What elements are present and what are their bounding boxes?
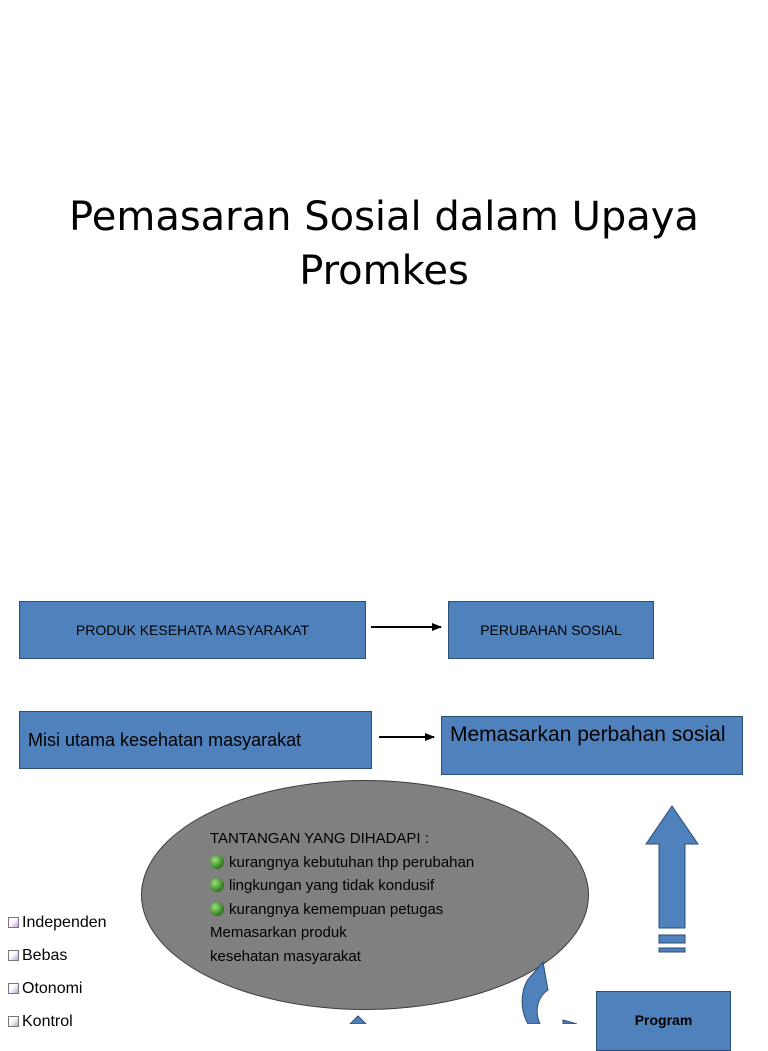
block-up-arrow [646,806,698,952]
box-produk-label: PRODUK KESEHATA MASYARAKAT [75,622,310,638]
box-misi-label: Misi utama kesehatan masyarakat [28,729,302,750]
challenge-bullet-item: kurangnya kebutuhan thp perubahan [210,851,474,875]
side-list-item: Kontrol [8,1005,107,1038]
title-line-1: Pemasaran Sosial dalam Upaya [69,194,699,240]
side-list-item: Bebas [8,939,107,972]
arrow-tip-to-program [563,1020,577,1024]
challenge-heading: TANTANGAN YANG DIHADAPI : [210,830,429,847]
challenge-footer-line: Memasarkan produk [210,924,347,941]
challenge-bullet-item: kurangnya kemempuan petugas [210,898,474,922]
box-memasarkan-label: Memasarkan perbahan sosial [450,723,726,746]
curved-arrow-to-program [522,962,548,1024]
title-line-2: Promkes [299,248,469,294]
side-list-item: Independen [8,906,107,939]
box-program-label: Program [634,1012,693,1028]
curved-arrow-tail [350,1016,366,1024]
box-perubahan-label: PERUBAHAN SOSIAL [480,622,622,638]
challenge-footer-line: kesehatan masyarakat [210,947,361,965]
side-list-item: Otonomi [8,972,107,1005]
challenge-bullet-item: lingkungan yang tidak kondusif [210,874,474,898]
